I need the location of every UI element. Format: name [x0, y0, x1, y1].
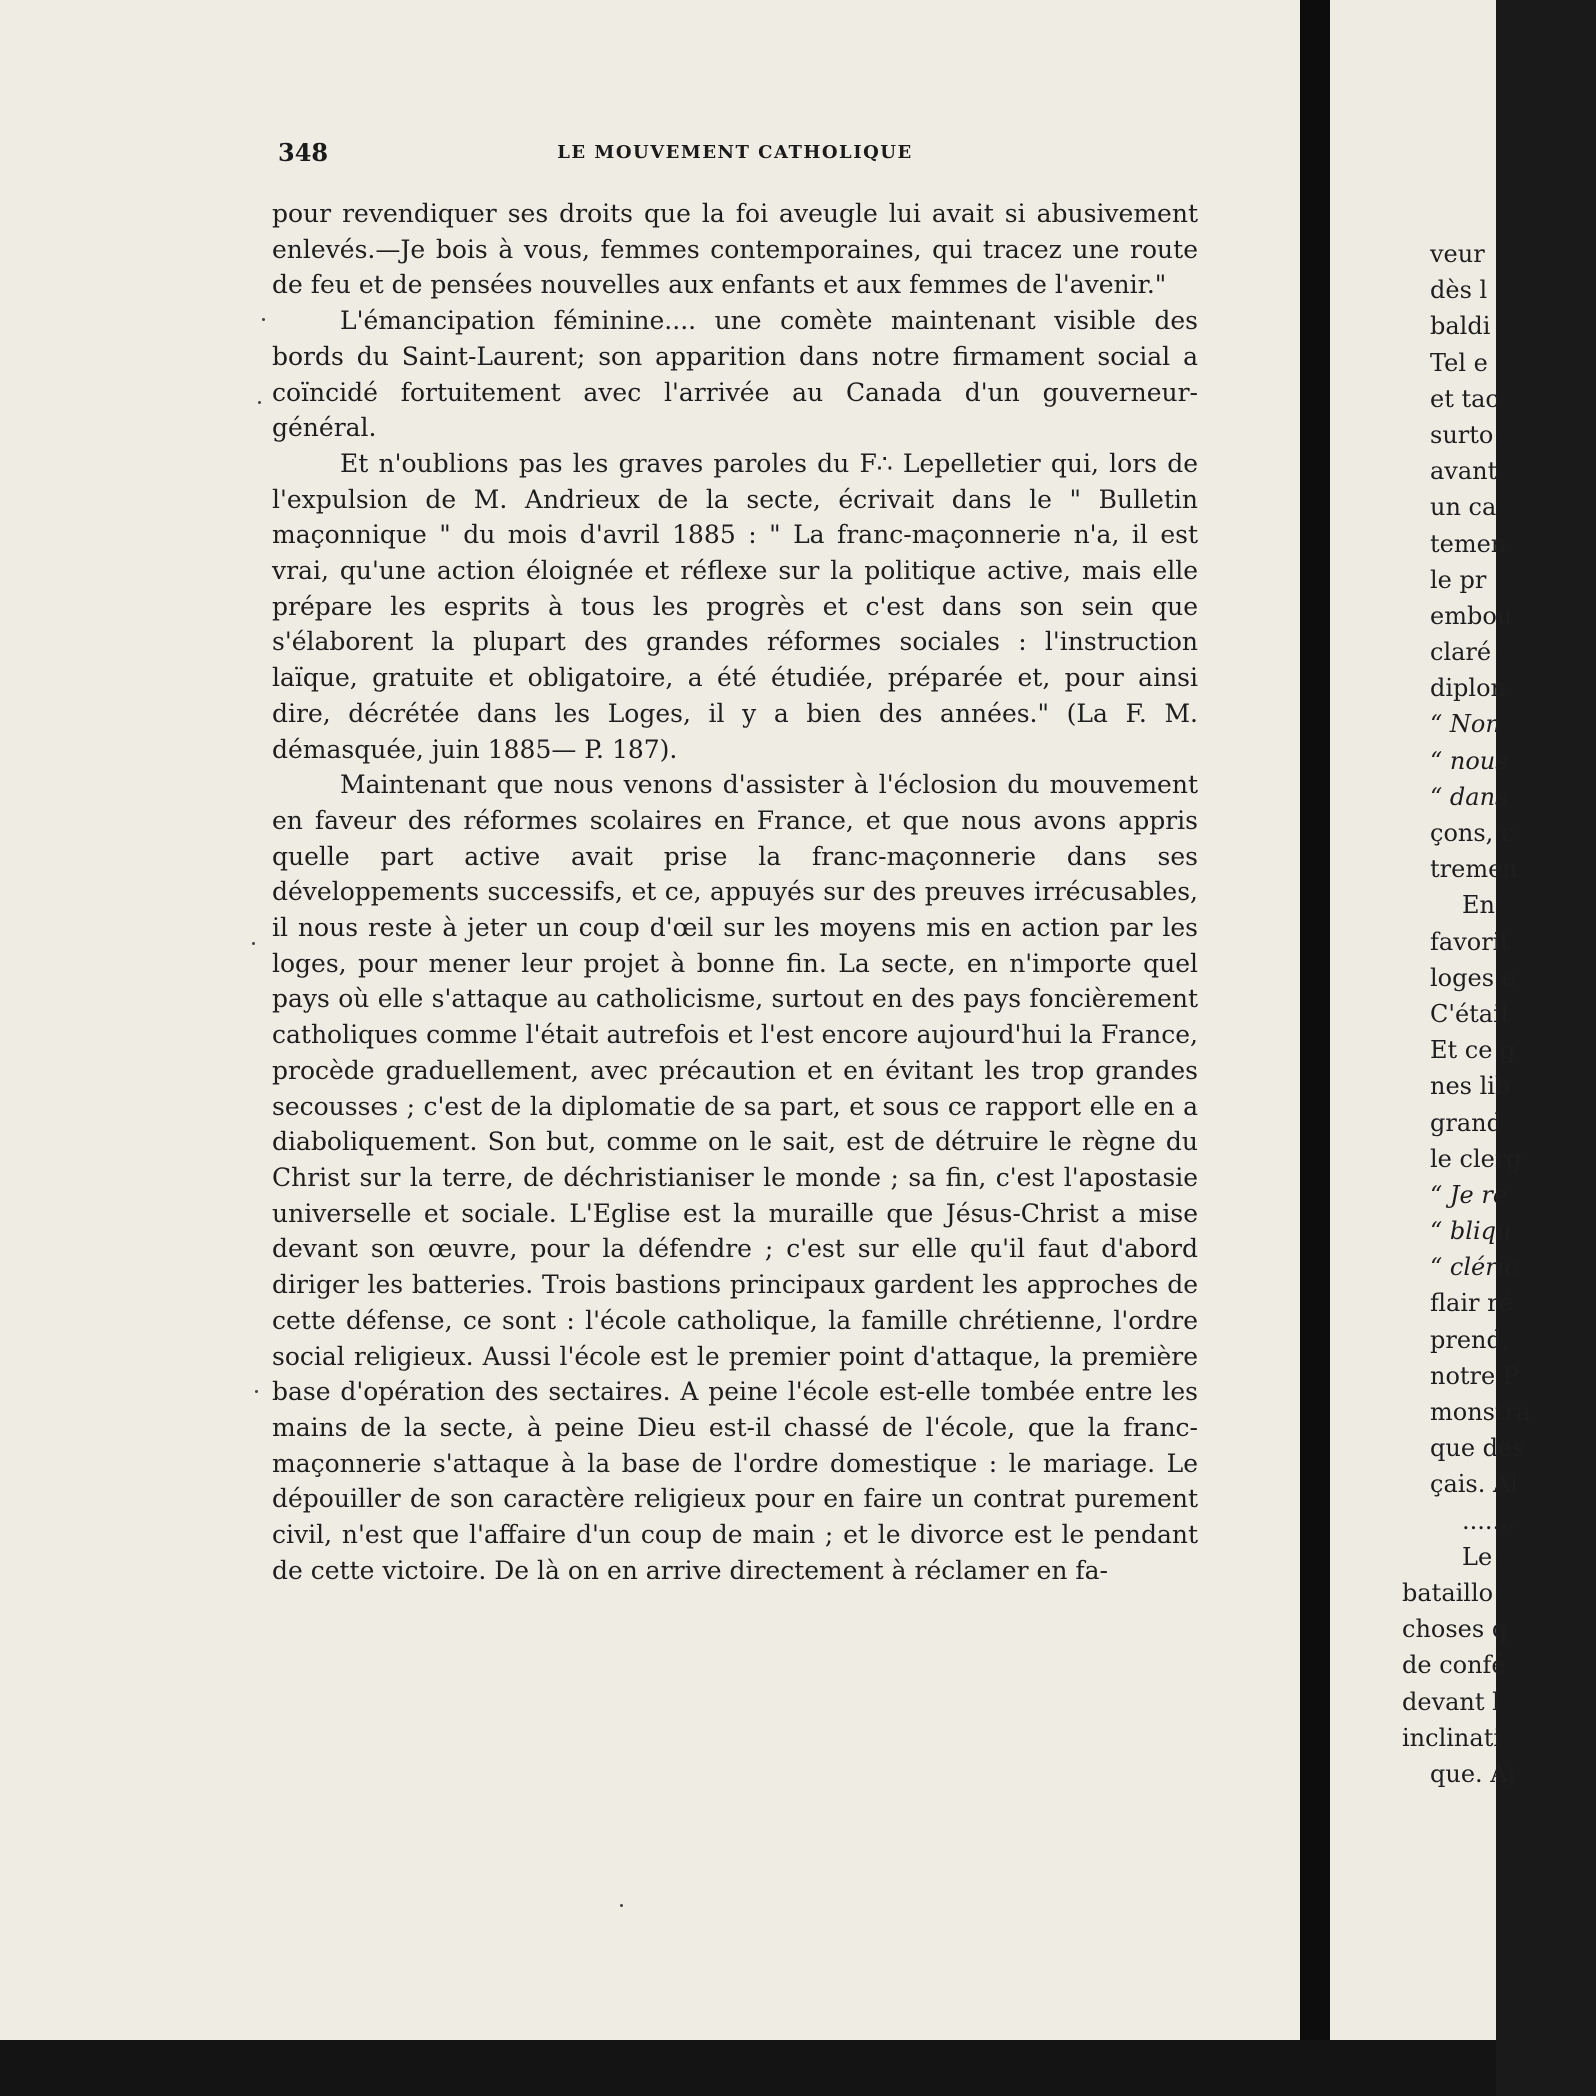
text-line: “ Non	[1430, 710, 1501, 739]
page-number: 348	[278, 138, 329, 167]
text-line: “ dans	[1430, 782, 1508, 811]
text-line: le pr	[1430, 565, 1487, 594]
scan-speck	[620, 1904, 623, 1907]
text-line: favorit	[1430, 927, 1510, 956]
paragraph: L'émancipation féminine.... une comète maintenant visible des bords du Saint-Laurent; son apparition dans notre firmament social a coïncidé fortuitement avec l'arrivée au Canada d'un gouverneur-général.	[272, 306, 1198, 443]
text-line: Tel e	[1430, 348, 1488, 377]
text-line: veur	[1430, 240, 1485, 268]
scan-speck	[262, 318, 265, 321]
running-title: LE MOUVEMENT CATHOLIQUE	[557, 142, 913, 163]
text-line: “ Je re	[1430, 1180, 1508, 1209]
text-line: le clerg	[1430, 1144, 1522, 1173]
paragraph: Maintenant que nous venons d'assister à l'éclosion du mouvement en faveur des réformes scolaires en France, et que nous avons appris quelle part active avait prise la franc-maçonnerie dans ses développements successifs, et ce, appuyés sur des preuves irrécusables, il nous reste à jeter un coup d'œil sur les moyens mis en action par les loges, pour mener leur projet à bonne fin. La secte, en n'importe quel pays où elle s'attaque au catholicisme, surtout en des pays foncièrement catholiques comme l'était autrefois et l'est encore aujourd'hui la France, procède graduellement, avec précaution et en évitant les trop grandes secousses ; c'est de la diplomatie de sa part, et sous ce rapport elle en a diaboliquement. Son but, comme on le sait, est de détruire le règne du Christ sur la terre, de déchristianiser le monde ; sa fin, c'est l'apostasie universelle et sociale. L'Eglise est la muraille que Jésus-Christ a mise devant son œuvre, pour la défendre ; c'est sur elle qu'il faut d'abord diriger les batteries. Trois bastions principaux gardent les approches de cette défense, ce sont : l'école catholique, la famille chrétienne, l'ordre social religieux. Aussi l'école est le premier point d'attaque, la première base d'opération des sectaires. A peine l'école est-elle tombée entre les mains de la secte, à peine Dieu est-il chassé de l'école, que la franc-maçonnerie s'attaque à la base de l'ordre domestique : le mariage. Le dépouiller de son caractère religieux pour en faire un contrat purement civil, n'est que l'affaire d'un coup de main ; et le divorce est le pendant de cette victoire. De là on en arrive directement à réclamer en fa-	[272, 770, 1198, 1585]
text-line: choses q	[1402, 1615, 1508, 1644]
text-line: nes lib	[1430, 1072, 1511, 1101]
text-line: prend,	[1430, 1325, 1510, 1354]
text-line: que des	[1430, 1434, 1525, 1463]
body-text	[272, 196, 1198, 1588]
facing-page-text	[1402, 236, 1596, 1792]
text-line: notre P	[1430, 1361, 1520, 1390]
text-line: que. Aj	[1430, 1759, 1516, 1788]
text-line: tremen	[1430, 855, 1518, 884]
text-line: flair ré	[1430, 1289, 1513, 1318]
text-line: çons, c	[1430, 819, 1515, 847]
book-gutter	[1300, 0, 1330, 2096]
text-line: embou	[1430, 601, 1513, 630]
text-line: monstra	[1430, 1398, 1531, 1426]
text-line: Le	[1462, 1542, 1493, 1571]
text-line: loges e	[1430, 963, 1516, 992]
text-line: C'était	[1430, 999, 1511, 1028]
text-line: baldi	[1430, 312, 1491, 341]
text-line: .......	[1462, 1506, 1516, 1535]
paragraph: Et n'oublions pas les graves paroles du F∴ Lepelletier qui, lors de l'expulsion de M. Andrieux de la secte, écrivait dans le " Bulletin maçonnique " du mois d'avril 1885 : " La franc-maçonnerie n'a, il est vrai, qu'une action éloignée et réflexe sur la politique active, mais elle prépare les esprits à tous les progrès et c'est dans son sein que s'élaborent la plupart des grandes réformes sociales : l'instruction laïque, gratuite et obligatoire, a été étudiée, préparée et, pour ainsi dire, décrétée dans les Loges, il y a bien des années." (La F. M. démasquée, juin 1885— P. 187).	[272, 448, 1198, 764]
text-line: claré	[1430, 638, 1492, 667]
text-line: et tac	[1430, 384, 1499, 413]
text-line: temen	[1430, 529, 1507, 558]
text-line: un ca	[1430, 493, 1497, 522]
text-line: “ bliqu	[1430, 1217, 1512, 1246]
text-line: de confé	[1402, 1651, 1506, 1680]
text-line: grand	[1430, 1108, 1502, 1137]
scan-speck	[252, 942, 255, 945]
text-line: dès l	[1430, 276, 1488, 305]
text-line: “ cléric	[1430, 1253, 1518, 1282]
scan-speck	[255, 1390, 258, 1393]
text-line: Et ce g	[1430, 1036, 1516, 1065]
text-line: En	[1462, 891, 1495, 920]
text-line: bataillo	[1402, 1578, 1494, 1607]
facing-page	[1330, 0, 1531, 2060]
text-line: çais. Al	[1430, 1470, 1519, 1499]
scan-speck	[258, 401, 261, 404]
scan-bottom-edge	[0, 2040, 1496, 2096]
page-header	[272, 138, 1198, 174]
text-line: avant	[1430, 457, 1498, 486]
text-line: diplon	[1430, 674, 1506, 703]
text-line: inclinati	[1402, 1723, 1502, 1752]
text-line: “ nous	[1430, 746, 1508, 775]
text-line: devant l	[1402, 1687, 1500, 1716]
paragraph: pour revendiquer ses droits que la foi aveugle lui avait si abusivement enlevés.—Je bois à vous, femmes contemporaines, qui tracez une route de feu et de pensées nouvelles aux enfants et aux femmes de l'avenir."	[272, 199, 1198, 300]
text-line: surto	[1430, 420, 1494, 449]
